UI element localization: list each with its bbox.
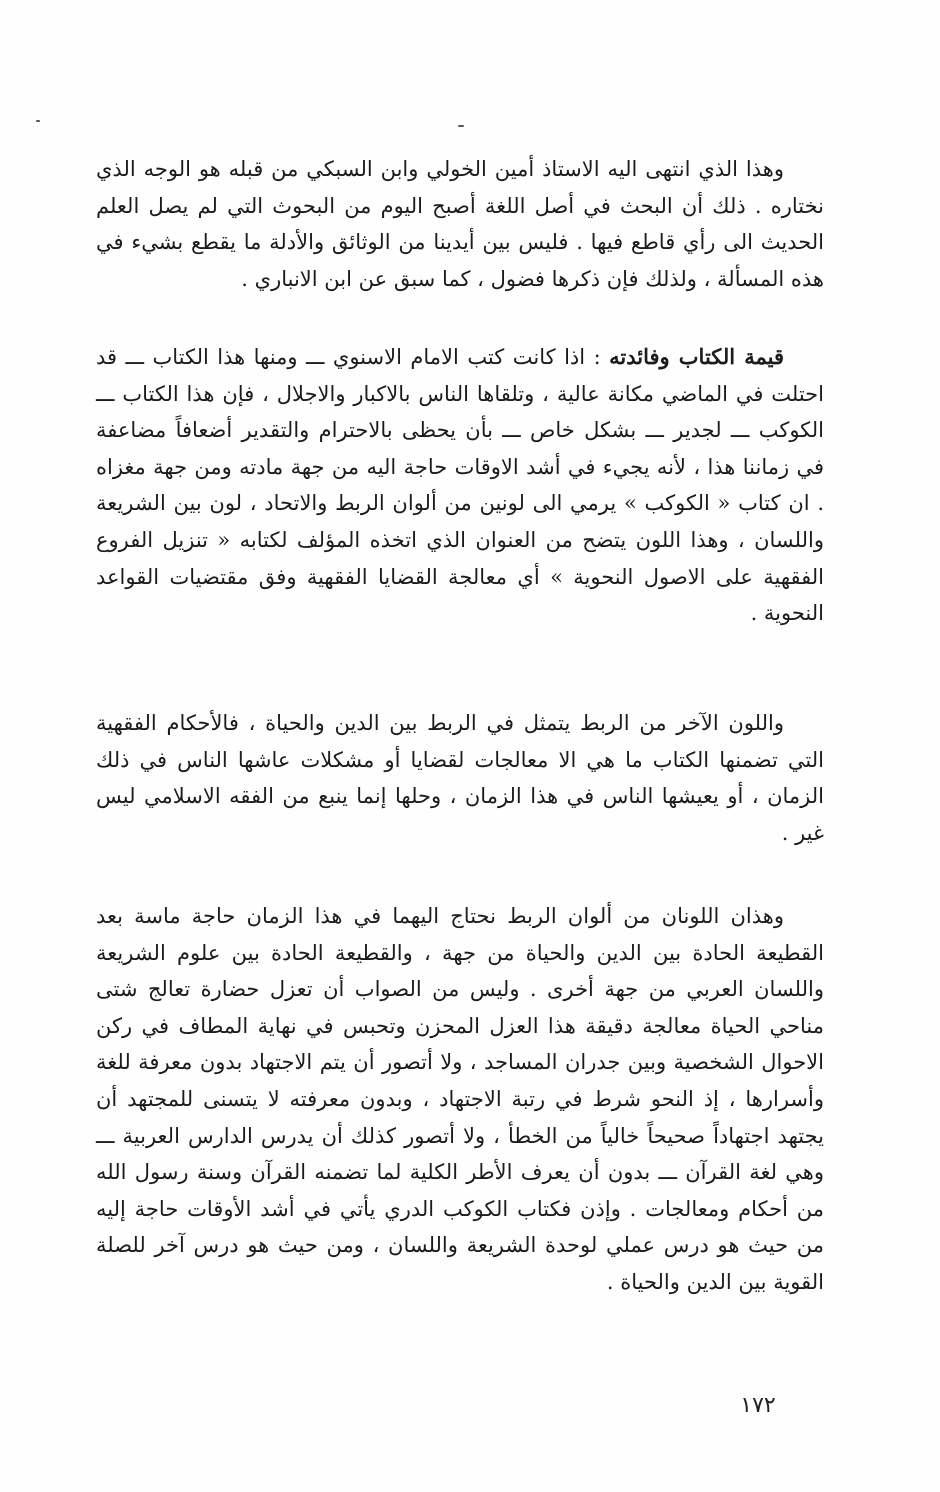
- paragraph-4: وهذان اللونان من ألوان الربط نحتاج اليهما في هذا الزمان حاجة ماسة بعد القطيعة الحادة بين الدين والحياة من جهة ، والقطيعة الحادة بين علوم الشريعة واللسان العربي من جهة أخرى . وليس من الصواب أن تعزل حضارة تعالج شتى مناحي الحياة معالجة دقيقة هذا العزل المحزن وتحبس في نهاية المطاف في ركن الاحوال الشخصية وبين جدران المساجد ، ولا أتصور أن يتم الاجتهاد بدون معرفة للغة وأسرارها ، إذ النحو شرط في رتبة الاجتهاد ، وبدون معرفته لا يتسنى للمجتهد أن يجتهد اجتهاداً صحيحاً خالياً من الخطأ ، ولا أتصور كذلك أن يدرس الدارس العربية ـــ وهي لغة القرآن ـــ بدون أن يعرف الأطر الكلية لما تضمنه القرآن وسنة رسول الله من أحكام ومعالجات . وإذن فكتاب الكوكب الدري يأتي في أشد الأوقات حاجة إليه من حيث هو درس عملي لوحدة الشريعة واللسان ، ومن حيث هو درس آخر للصلة القوية بين الدين والحياة .: [96, 904, 824, 1294]
- paragraph-3: واللون الآخر من الربط يتمثل في الربط بين الدين والحياة ، فالأحكام الفقهية التي تضمنها الكتاب ما هي الا معالجات لقضايا أو مشكلات عاشها الناس في ذلك الزمان ، أو يعيشها الناس في هذا الزمان ، وحلها إنما ينبع من الفقه الاسلامي ليس غير .: [96, 711, 825, 845]
- scan-speck: [36, 120, 40, 122]
- paragraph-1: وهذا الذي انتهى اليه الاستاذ أمين الخولي وابن السبكي من قبله هو الوجه الذي نختاره . ذلك أن البحث في أصل اللغة أصبح اليوم من البحوث التي لم يصل العلم الحديث الى رأي قاطع فيها . فليس بين أيدينا من الوثائق والأدلة ما يقطع بشيء في هذه المسألة ، ولذلك فإن ذكرها فضول ، كما سبق عن ابن الانباري .: [96, 157, 824, 291]
- section-heading: قيمة الكتاب وفائدته: [609, 344, 784, 369]
- page-number: ١٧٢: [740, 1393, 776, 1418]
- scan-speck: [458, 125, 464, 127]
- paragraph-2-body: : اذا كانت كتب الامام الاسنوي ـــ ومنها هذا الكتاب ـــ قد احتلت في الماضي مكانة عالية ، وتلقاها الناس بالاكبار والاجلال ، فإن هذا الكتاب ـــ الكوكب ـــ لجدير ـــ بشكل خاص ـــ بأن يحظى بالاحترام والتقدير أضعافاً مضاعفة في زماننا هذا ، لأنه يجيء في أشد الاوقات حاجة اليه من جهة مادته ومن جهة مغزاه . ان كتاب « الكوكب » يرمي الى لونين من ألوان الربط والاتحاد ، لون بين الشريعة واللسان ، وهذا اللون يتضح من العنوان الذي اتخذه المؤلف لكتابه « تنزيل الفروع الفقهية على الاصول النحوية » أي معالجة القضايا الفقهية وفق مقتضيات القواعد النحوية .: [96, 345, 824, 626]
- paragraph-2: [96, 339, 824, 632]
